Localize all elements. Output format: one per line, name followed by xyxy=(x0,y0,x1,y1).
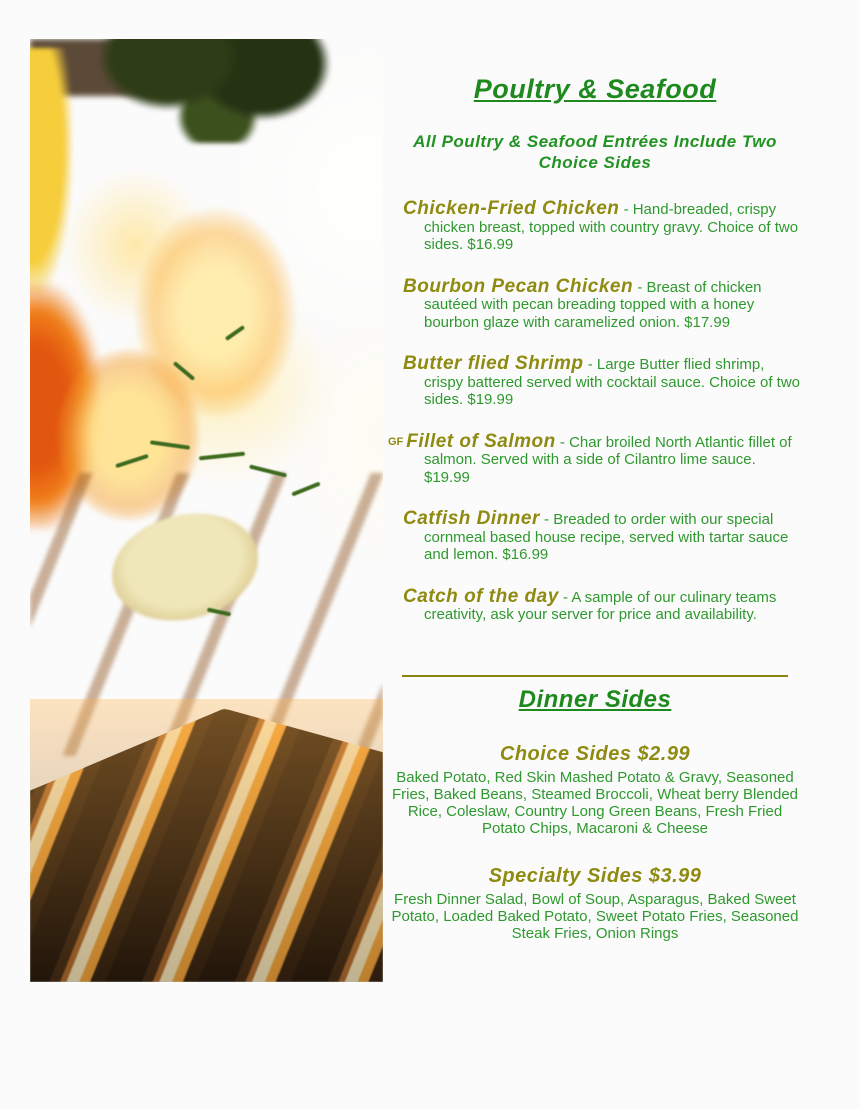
entree-item xyxy=(388,510,802,564)
side-group-items: Baked Potato, Red Skin Mashed Potato & Gravy, Seasoned Fries, Baked Beans, Steamed Broccoli, Wheat berry Blended Rice, Coleslaw, Country Long Green Beans, Fresh Fried Potato Chips, Macaroni & Cheese xyxy=(391,768,799,837)
entree-description: - Large Butter flied shrimp, crispy battered served with cocktail sauce. Choice of two sides. $19.99 xyxy=(424,356,801,408)
section-divider xyxy=(402,675,788,677)
entree-name: Chicken-Fried Chicken xyxy=(403,198,620,219)
entree-item xyxy=(388,355,802,409)
entree-item xyxy=(388,200,802,254)
entree-description: - Breast of chicken sautéed with pecan breading topped with a honey bourbon glaze with caramelized onion. $17.99 xyxy=(424,278,762,331)
entree-name: Catch of the day xyxy=(403,585,559,607)
sides-section-title: Dinner Sides xyxy=(518,685,672,713)
gluten-free-badge: GF xyxy=(388,435,404,448)
side-group xyxy=(388,864,802,942)
entree-name: Butter flied Shrimp xyxy=(403,353,584,374)
side-group-name: Choice Sides $2.99 xyxy=(499,742,691,765)
entree-name: Catfish Dinner xyxy=(403,508,540,529)
entree-list xyxy=(388,200,802,624)
side-group-name: Specialty Sides $3.99 xyxy=(488,864,702,887)
grilled-chicken-photo xyxy=(30,39,383,982)
grill-grate-glow xyxy=(30,699,383,982)
menu-subtitle: All Poultry & Seafood Entrées Include Two Choice Sides xyxy=(413,132,777,172)
side-group xyxy=(388,742,802,837)
entree-item xyxy=(388,430,802,487)
entree-item xyxy=(388,275,802,332)
leaf-garnish xyxy=(94,39,341,143)
entree-name: Fillet of Salmon xyxy=(406,430,556,452)
entree-description: - Breaded to order with our special cornmeal based house recipe, served with tartar sauce and lemon. $16.99 xyxy=(424,511,789,563)
entree-description: - A sample of our culinary teams creativity, ask your server for price and availability. xyxy=(424,588,777,623)
entree-description: - Hand-breaded, crispy chicken breast, topped with country gravy. Choice of two sides. $16.99 xyxy=(424,201,799,253)
entree-name: Bourbon Pecan Chicken xyxy=(403,275,634,297)
side-group-items: Fresh Dinner Salad, Bowl of Soup, Asparagus, Baked Sweet Potato, Loaded Baked Potato, Sweet Potato Fries, Seasoned Steak Fries, Onion Rings xyxy=(391,890,799,942)
page-title: Poultry & Seafood xyxy=(473,74,717,104)
entree-description: - Char broiled North Atlantic fillet of salmon. Served with a side of Cilantro lime sauce. $19.99 xyxy=(424,433,792,486)
entree-item xyxy=(388,585,802,624)
menu-column xyxy=(388,58,802,942)
yellow-flame-patch xyxy=(30,48,72,293)
